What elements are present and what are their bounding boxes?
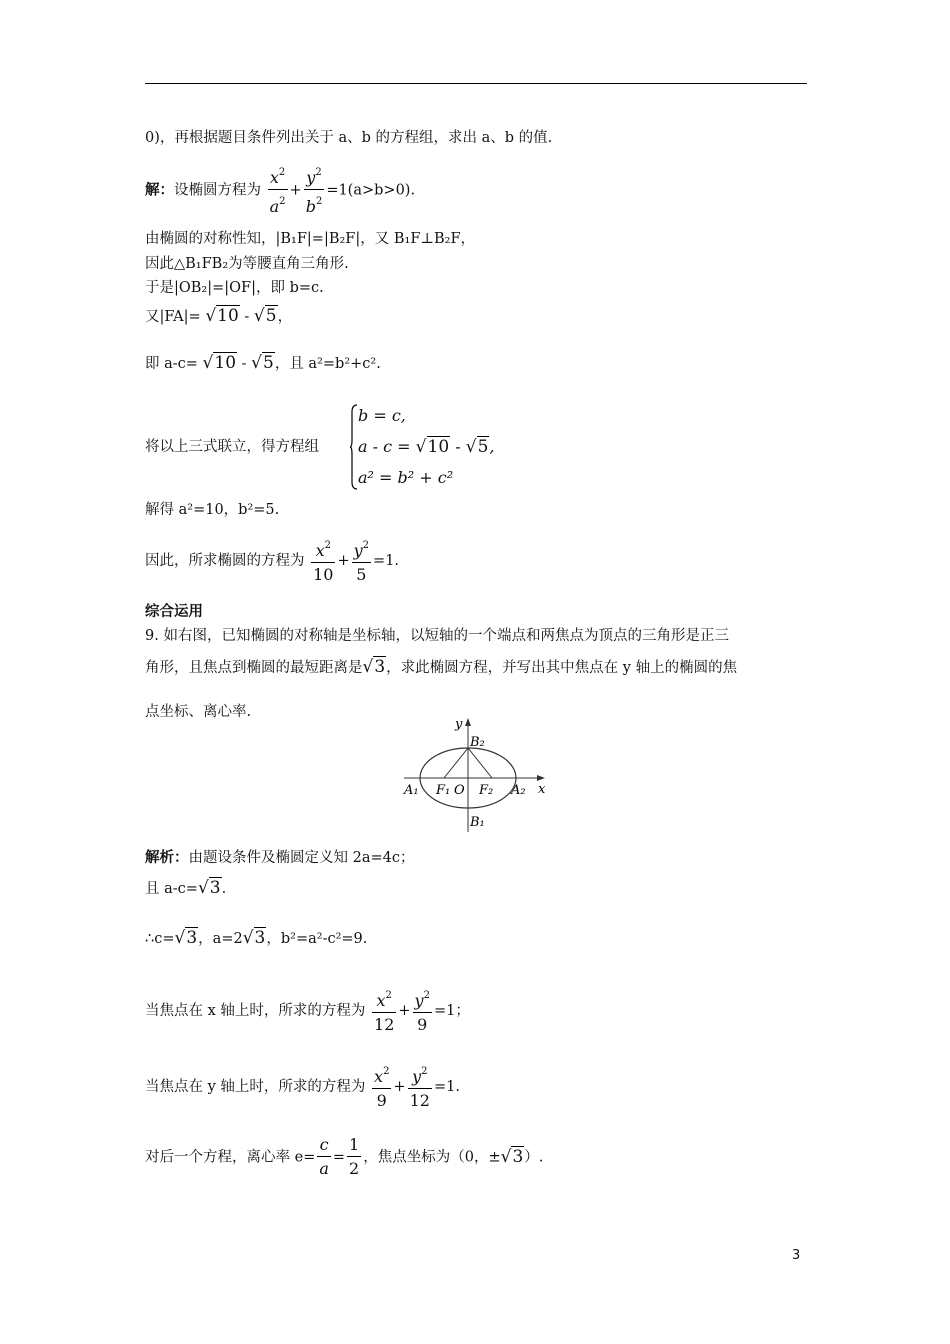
fig-label-x: x (538, 782, 546, 797)
solution-label: 解： (145, 182, 174, 199)
y-axis-suffix: =1. (433, 1079, 460, 1095)
a-minus-c-line: 即 a-c= √10 - √5，且 a²=b²+c². (145, 353, 381, 373)
system-eq-1: b = c, (358, 406, 406, 425)
fig-label-y: y (455, 717, 463, 732)
y-axis-equation-line: 当焦点在 y 轴上时，所求的方程为 $\frac{x^2}{9}$ + $\frac{y^2}{12}$ =1. (145, 1061, 460, 1113)
result-prefix: 因此，所求椭圆的方程为 (145, 553, 305, 569)
sqrt-5: √5 (253, 306, 277, 326)
x-axis-prefix: 当焦点在 x 轴上时，所求的方程为 (145, 1003, 366, 1019)
condition-text: =1(a>b>0). (326, 182, 416, 199)
ac-suffix: ，且 a²=b²+c². (274, 356, 381, 372)
ecc-prefix: 对后一个方程，离心率 e= (145, 1149, 316, 1166)
sqrt-3: √3 (197, 878, 221, 898)
system-eq-2: a - c = √10 - √5, (358, 437, 495, 457)
fa-line: 又|FA|= √10 - √5， (145, 306, 293, 326)
ecc-mid: = (332, 1149, 346, 1166)
system-eq-3: a² = b² + c² (358, 468, 454, 487)
solve-line: 解得 a²=10，b²=5. (145, 502, 280, 518)
and-prefix: 且 a-c= (145, 881, 198, 897)
fraction-1-2: $\frac{1}{2}$ (349, 1135, 360, 1178)
sqrt-3: √3 (174, 928, 198, 948)
q9-text-a: 角形，且焦点到椭圆的最短距离是 (145, 660, 363, 676)
left-brace-icon (350, 404, 358, 490)
sqrt-3: √3 (362, 657, 386, 677)
ob-line: 于是|OB₂|=|OF|，即 b=c. (145, 280, 324, 296)
fa-prefix: 又|FA|= (145, 309, 201, 325)
fraction-y2-9: $\frac{y^2}{9}$ (413, 985, 432, 1037)
symmetry-line: 由椭圆的对称性知，|B₁F|=|B₂F|，又 B₁F⊥B₂F， (145, 231, 476, 247)
analysis-label: 解析： (145, 850, 189, 866)
x-axis-equation-line: 当焦点在 x 轴上时，所求的方程为 $\frac{x^2}{12}$ + $\frac{y^2}{9}$ =1； (145, 985, 470, 1037)
c-mid: ，a=2 (198, 931, 243, 947)
fraction-y2-b2: $\frac{y^2}{b^2}$ (304, 162, 325, 219)
question-9-line-2 (145, 657, 737, 678)
c-suffix: ，b²=a²-c²=9. (266, 931, 368, 947)
fraction-x2-12: $\frac{x^2}{12}$ (372, 985, 396, 1037)
section-title: 综合运用 (145, 604, 203, 620)
fig-label-o: O (454, 783, 465, 798)
y-axis-prefix: 当焦点在 y 轴上时，所求的方程为 (145, 1079, 366, 1095)
fraction-x2-9: $\frac{x^2}{9}$ (372, 1061, 391, 1113)
q9-text-b: ，求此椭圆方程，并写出其中焦点在 y 轴上的椭圆的焦 (386, 660, 738, 676)
page-number: 3 (792, 1248, 801, 1263)
intro-line: 0)，再根据题目条件列出关于 a、b 的方程组，求出 a、b 的值. (145, 130, 553, 146)
ac-prefix: 即 a-c= (145, 356, 198, 372)
x-axis-suffix: =1； (433, 1003, 470, 1019)
solution-text: 设椭圆方程为 (174, 182, 261, 199)
ellipse-figure (400, 716, 550, 836)
fig-label-b2: B₂ (470, 735, 485, 750)
fraction-y2-5: $\frac{y^2}{5}$ (352, 535, 371, 587)
fig-label-f2: F₂ (479, 783, 494, 798)
sqrt-10: √10 (205, 306, 239, 326)
header-rule (145, 83, 807, 84)
result-suffix: =1. (373, 553, 400, 569)
fraction-c-a: $\frac{c}{a}$ (319, 1135, 329, 1178)
question-9-line-3: 点坐标、离心率. (145, 704, 252, 720)
fig-label-b1: B₁ (470, 815, 485, 830)
fraction-y2-12: $\frac{y^2}{12}$ (408, 1061, 432, 1113)
sqrt-3: √3 (242, 928, 266, 948)
combine-line: 将以上三式联立，得方程组 (145, 439, 319, 455)
fig-label-f1: F₁ (436, 783, 451, 798)
sqrt-5: √5 (251, 353, 274, 373)
ecc-suffix-a: ，焦点坐标为（0，± (363, 1149, 501, 1166)
isosceles-line: 因此△B₁FB₂为等腰直角三角形. (145, 256, 349, 272)
and-line: 且 a-c=√3. (145, 878, 227, 898)
ecc-suffix-b: ）. (524, 1149, 544, 1166)
sqrt-3: √3 (500, 1146, 524, 1167)
c-value-line (145, 928, 367, 949)
analysis-line (145, 848, 414, 868)
fig-label-a1: A₁ (404, 783, 419, 798)
result-line: 因此，所求椭圆的方程为 $\frac{x^2}{10}$ + $\frac{y^2}{5}$ =1. (145, 535, 399, 587)
sqrt-10: √10 (202, 353, 237, 373)
solution-line: 解：设椭圆方程为 $\frac{x^2}{a^2}$ + $\frac{y^2}{b^2}$ =1(a>b>0). (145, 162, 415, 219)
fraction-x2-a2: $\frac{x^2}{a^2}$ (268, 162, 288, 219)
eccentricity-line (145, 1134, 543, 1181)
c-prefix: ∴c= (145, 931, 175, 947)
fraction-x2-10: $\frac{x^2}{10}$ (311, 535, 335, 587)
question-9-line-1: 9. 如右图，已知椭圆的对称轴是坐标轴，以短轴的一个端点和两焦点为顶点的三角形是正三 (145, 628, 729, 644)
fig-label-a2: A₂ (511, 783, 526, 798)
analysis-text: 由题设条件及椭圆定义知 2a=4c； (188, 850, 415, 866)
